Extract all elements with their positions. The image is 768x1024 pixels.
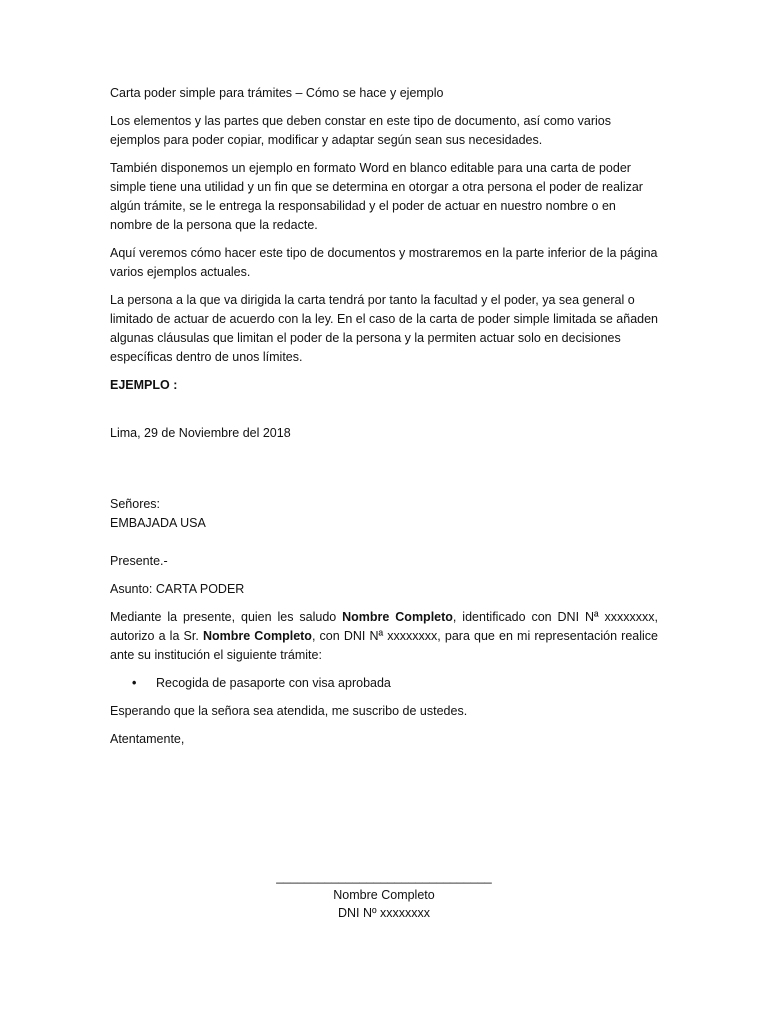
document-title: Carta poder simple para trámites – Cómo se hace y ejemplo: [110, 86, 444, 100]
document-page: [110, 84, 658, 758]
signature-line: _______________________________: [276, 870, 492, 884]
letter-body-part-2: , identificado con DNI Nª xxxxxxxx, autorizo a la Sr.: [110, 610, 658, 643]
letter-recipient: EMBAJADA USA: [110, 516, 206, 530]
letter-subject-prefix: Asunto:: [110, 582, 156, 596]
list-item: [110, 674, 658, 693]
letter-salutation: Señores:: [110, 497, 161, 511]
spacer: [110, 404, 658, 424]
letter-body-part-1: Mediante la presente, quien les saludo: [110, 610, 343, 624]
letter-closing-line: Esperando que la señora sea atendida, me suscribo de ustedes.: [110, 704, 468, 718]
intro-paragraph-3: Aquí veremos cómo hacer este tipo de documentos y mostraremos en la parte inferior de la página varios ejemplos actuales.: [110, 246, 658, 279]
letter-place-date: Lima, 29 de Noviembre del 2018: [110, 426, 291, 440]
example-heading: EJEMPLO :: [110, 378, 178, 392]
letter-subject-value: CARTA PODER: [155, 582, 245, 596]
intro-paragraph-4: La persona a la que va dirigida la carta tendrá por tanto la facultad y el poder, ya sea general o limitado de actuar de acuerdo con la ley. En el caso de la carta de poder simple limitada se añaden algunas cláusulas que limitan el poder de la persona y la permiten actuar solo en decisiones específicas dentro de unos límites.: [110, 293, 659, 364]
intro-paragraph-2: También disponemos un ejemplo en formato Word en blanco editable para una carta de poder simple tiene una utilidad y un fin que se determina en otorgar a otra persona el poder de realizar algún trámite, se le entrega la responsabilidad y el poder de actuar en nuestro nombre o en nombre de la persona que la redacte.: [110, 161, 643, 232]
letter-body: [110, 608, 658, 665]
spacer: [110, 452, 658, 495]
spacer: [110, 542, 658, 552]
intro-paragraph-1: Los elementos y las partes que deben constar en este tipo de documento, así como varios ejemplos para poder copiar, modificar y adaptar según sean sus necesidades.: [110, 114, 611, 147]
bullet-icon: •: [132, 676, 137, 690]
signature-block: [110, 868, 658, 922]
letter-presente: Presente.-: [110, 554, 168, 568]
signature-name: Nombre Completo: [333, 888, 435, 902]
letter-body-name-1: Nombre Completo: [342, 610, 453, 624]
signature-id: DNI Nº xxxxxxxx: [337, 906, 431, 920]
letter-body-part-3: , con DNI Nª xxxxxxxx, para que en mi representación realice ante su institución el siguiente trámite:: [110, 629, 658, 662]
letter-subject: [110, 580, 658, 599]
bullet-item-text: Recogida de pasaporte con visa aprobada: [156, 676, 391, 690]
letter-body-name-2: Nombre Completo: [202, 629, 312, 643]
letter-recipient-block: [110, 495, 658, 533]
letter-sign-off: Atentamente,: [110, 732, 185, 746]
